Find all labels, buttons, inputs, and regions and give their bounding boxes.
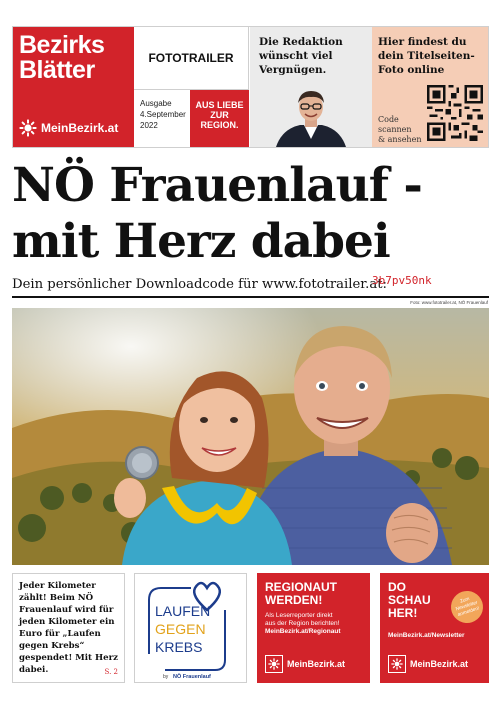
titelseite-panel xyxy=(372,27,488,147)
newsletter-line-2: SCHAU xyxy=(388,593,431,607)
regionaut-brand xyxy=(265,655,345,673)
code-scan-line-1: Code xyxy=(378,115,399,124)
headline-line-1: NÖ Frauenlauf - xyxy=(12,158,422,213)
code-scan-line-2: scannen xyxy=(378,125,412,134)
headline-line-2: mit Herz dabei xyxy=(12,214,390,269)
regionaut-body-1: Als Leserreporter direkt xyxy=(265,612,333,619)
meinbezirk-sun-icon xyxy=(268,658,280,670)
newsletter-line-1: DO xyxy=(388,580,406,594)
bezirksblaetter-logo[interactable] xyxy=(13,27,134,147)
meinbezirk-sun-icon xyxy=(391,658,403,670)
headline xyxy=(12,158,492,270)
lgk-line-1: LAUFEN xyxy=(155,603,211,619)
redaktion-greeting: Die Redaktion wünscht viel Vergnügen. xyxy=(259,36,343,76)
slogan-box xyxy=(190,90,249,147)
teaser-page-ref: S. 2 xyxy=(104,668,118,676)
regionaut-body-2: aus der Region berichten! xyxy=(265,620,340,627)
newsletter-link[interactable]: MeinBezirk.at/Newsletter xyxy=(388,632,465,639)
logo-line-1: Bezirks xyxy=(19,31,105,59)
regionaut-promo[interactable] xyxy=(257,573,370,683)
slogan-line-2: ZUR xyxy=(210,110,229,120)
meinbezirk-logo-mark xyxy=(265,655,283,673)
teaser-box[interactable] xyxy=(12,573,125,683)
regionaut-body xyxy=(265,612,362,636)
redaktion-panel xyxy=(250,27,372,147)
titelseite-text: Hier findest du dein Titelseiten-Foto online xyxy=(378,36,475,76)
code-scan-hint xyxy=(378,115,422,145)
section-label: FOTOTRAILER xyxy=(134,27,249,90)
regionaut-heading xyxy=(265,581,362,607)
lgk-by: by xyxy=(163,674,169,680)
qr-code[interactable] xyxy=(427,85,483,141)
photo-credit: Foto: www.fototrailer.at, NÖ Frauenlauf xyxy=(410,300,488,305)
edition-year: 2022 xyxy=(140,121,158,130)
masthead xyxy=(12,26,489,148)
editor-portrait xyxy=(274,85,348,147)
laufen-gegen-krebs-artwork xyxy=(135,574,246,682)
newsletter-line-3: HER! xyxy=(388,606,418,620)
meinbezirk-logo-mark xyxy=(388,655,406,673)
lgk-line-2: GEGEN xyxy=(155,621,206,637)
cover-photo xyxy=(12,308,489,565)
divider-rule xyxy=(12,296,489,298)
meinbezirk-brand xyxy=(19,118,118,138)
edition-date: 4.September xyxy=(140,110,186,119)
slogan-line-3: REGION. xyxy=(200,120,239,130)
laufen-gegen-krebs-logo[interactable] xyxy=(134,573,247,683)
logo-title xyxy=(19,33,104,83)
newsletter-promo[interactable] xyxy=(380,573,489,683)
edition-label: Ausgabe xyxy=(140,99,172,108)
edition-info xyxy=(134,90,190,147)
lgk-line-3: KREBS xyxy=(155,639,203,655)
newsletter-badge[interactable]: Zum Newsletter anmelden! xyxy=(447,587,487,627)
download-code[interactable]: 3b7pv50nk xyxy=(372,274,432,287)
code-scan-line-3: & ansehen xyxy=(378,135,422,144)
regionaut-line-1: REGIONAUT xyxy=(265,580,337,594)
teaser-text: Jeder Kilometer zählt! Beim NÖ Frauenlauf wird für jeden Kilometer ein Euro für „Laufen gegen Krebs“ gespendet! Mit Herz dabei. xyxy=(19,581,118,675)
photo-illustration xyxy=(12,308,489,565)
meinbezirk-sun-icon xyxy=(19,119,37,137)
logo-line-2: Blätter xyxy=(19,56,95,84)
regionaut-line-2: WERDEN! xyxy=(265,593,323,607)
newsletter-brand-label: MeinBezirk.at xyxy=(410,659,469,669)
lgk-org: NÖ Frauenlauf xyxy=(173,674,211,680)
regionaut-link[interactable]: MeinBezirk.at/Regionaut xyxy=(265,628,341,635)
slogan-line-1: AUS LIEBE xyxy=(195,100,244,110)
download-code-label: Dein persönlicher Downloadcode für www.fototrailer.at: xyxy=(12,277,387,292)
newsletter-brand xyxy=(388,655,468,673)
brand-label: MeinBezirk.at xyxy=(41,121,119,135)
regionaut-brand-label: MeinBezirk.at xyxy=(287,659,346,669)
